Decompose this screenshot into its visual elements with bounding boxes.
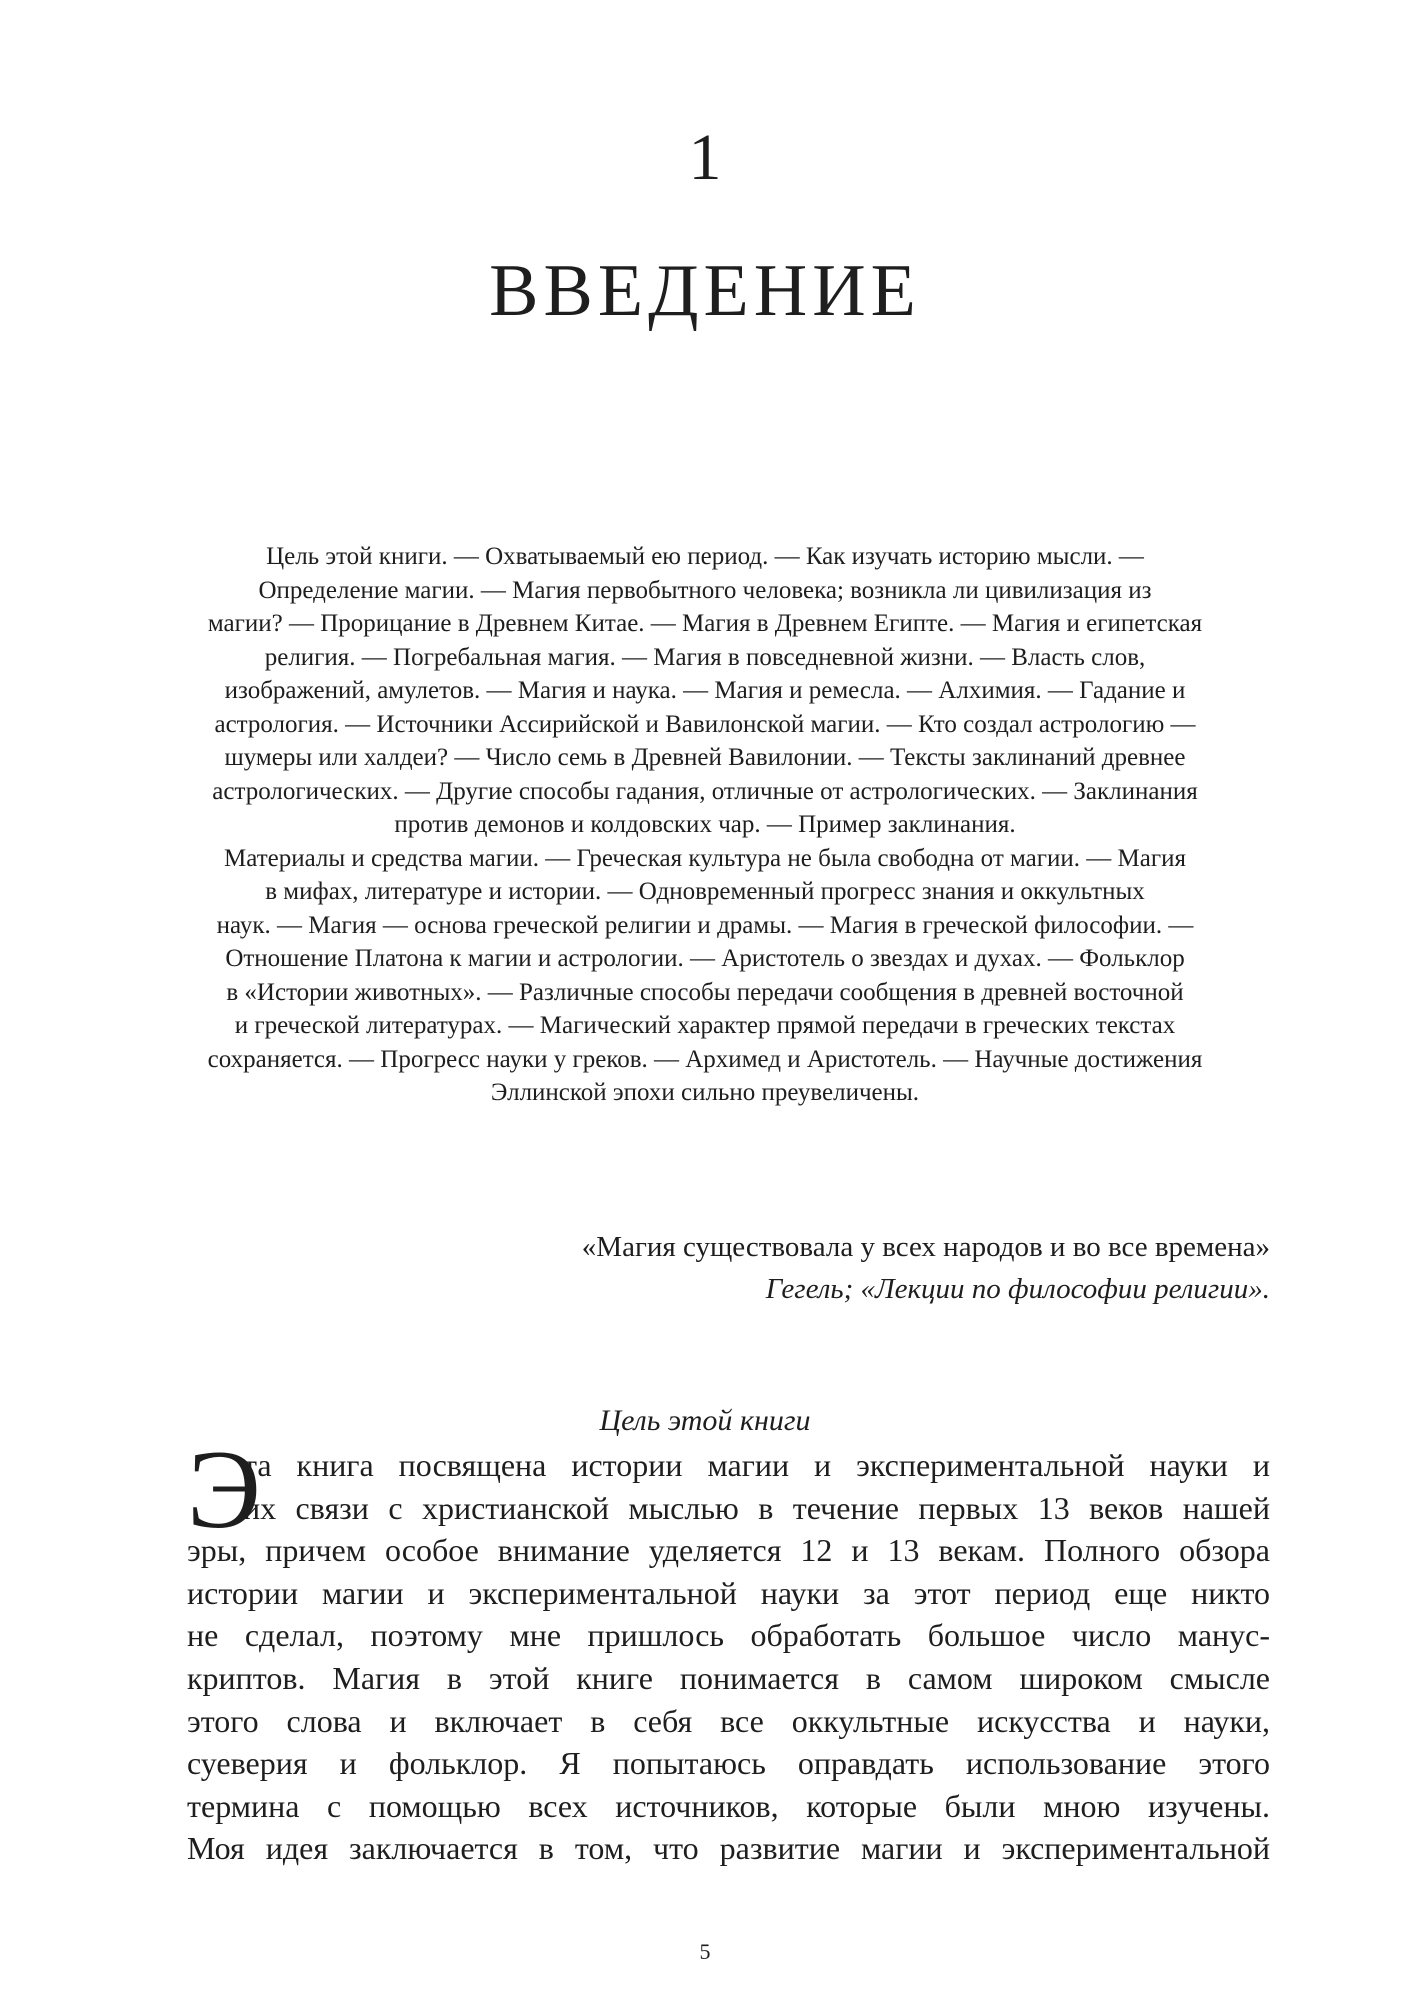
- epigraph-attribution: Гегель; «Лекции по философии религии».: [765, 1273, 1270, 1305]
- summary-line: Цель этой книги. — Охватываемый ею период. — Как изучать историю мысли. —: [266, 543, 1144, 570]
- summary-line: Определение магии. — Магия первобытного человека; возникла ли цивилизация из: [258, 576, 1152, 604]
- summary-line: Материалы и средства магии. — Греческая культура не была свободна от магии. — Магия: [224, 844, 1186, 872]
- summary-line: Эллинской эпохи сильно преувеличены.: [490, 1079, 920, 1106]
- body-line: та книга посвящена истории магии и экспериментальной науки и: [243, 1447, 1270, 1483]
- summary-line: астрология. — Источники Ассирийской и Вавилонской магии. — Кто создал астрологию —: [214, 710, 1196, 738]
- page-number: 5: [699, 1939, 711, 1964]
- body-line: этого слова и включает в себя все оккультные искусства и науки,: [187, 1702, 1270, 1739]
- chapter-summary: [180, 540, 1230, 1110]
- summary-line: против демонов и колдовских чар. — Пример заклинания.: [394, 811, 1016, 838]
- summary-line: шумеры или халдеи? — Число семь в Древней Вавилонии. — Тексты заклинаний древнее: [224, 744, 1186, 771]
- body-line: криптов. Магия в этой книге понимается в самом широком смысле: [187, 1659, 1270, 1696]
- body-line: их связи с христианской мыслью в течение первых 13 веков нашей: [243, 1489, 1270, 1526]
- body-text: [187, 1444, 1270, 1870]
- summary-line: изображений, амулетов. — Магия и наука. — Магия и ремесла. — Алхимия. — Гадание и: [224, 677, 1186, 704]
- summary-line: и греческой литературах. — Магический характер прямой передачи в греческих текстах: [234, 1012, 1176, 1039]
- summary-line: в «Истории животных». — Различные способы передачи сообщения в древней восточной: [226, 978, 1184, 1006]
- body-line: Моя идея заключается в том, что развитие магии и экспериментальной: [187, 1830, 1270, 1867]
- body-line: термина с помощью всех источников, которые были мною изучены.: [187, 1787, 1270, 1824]
- body-line: эры, причем особое внимание уделяется 12 и 13 векам. Полного обзора: [187, 1532, 1270, 1569]
- epigraph-quote: «Магия существовала у всех народов и во все времена»: [581, 1231, 1270, 1263]
- chapter-number: 1: [688, 121, 722, 194]
- section-heading: Цель этой книги: [599, 1404, 811, 1437]
- summary-line: сохраняется. — Прогресс науки у греков. — Архимед и Аристотель. — Научные достижения: [207, 1045, 1203, 1073]
- summary-line: магии? — Прорицание в Древнем Китае. — Магия в Древнем Египте. — Магия и египетская: [207, 610, 1203, 637]
- body-line: истории магии и экспериментальной науки за этот период еще никто: [187, 1574, 1270, 1611]
- body-line: суеверия и фольклор. Я попытаюсь оправдать использование этого: [187, 1745, 1270, 1782]
- summary-line: религия. — Погребальная магия. — Магия в повседневной жизни. — Власть слов,: [264, 643, 1146, 671]
- summary-line: в мифах, литературе и истории. — Одновременный прогресс знания и оккультных: [265, 878, 1145, 905]
- epigraph: [582, 1226, 1270, 1310]
- drop-cap: Э: [187, 1428, 261, 1552]
- summary-line: астрологических. — Другие способы гадания, отличные от астрологических. — Заклинания: [212, 777, 1198, 805]
- summary-line: наук. — Магия — основа греческой религии и драмы. — Магия в греческой философии. —: [216, 911, 1194, 939]
- chapter-title: ВВЕДЕНИЕ: [489, 250, 921, 332]
- body-line: не сделал, поэтому мне пришлось обработать большое число манус-: [187, 1617, 1270, 1654]
- summary-line: Отношение Платона к магии и астрологии. — Аристотель о звездах и духах. — Фольклор: [225, 945, 1185, 972]
